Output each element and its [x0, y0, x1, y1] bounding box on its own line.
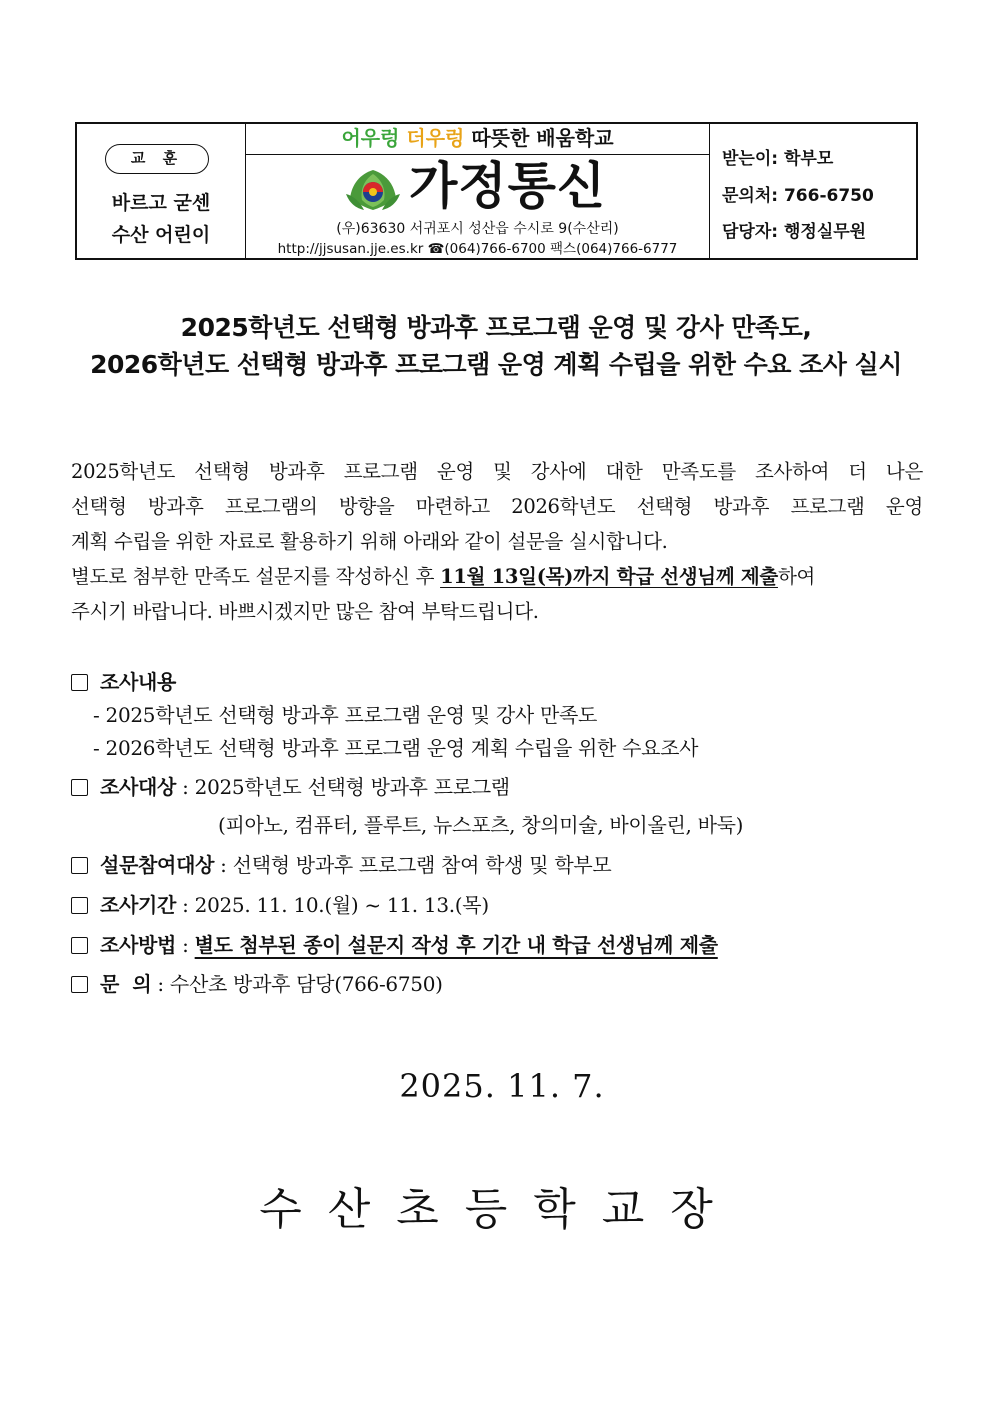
- inquiry-item: [71, 968, 443, 997]
- motto-line-2: 수산 어린이: [111, 224, 211, 246]
- inquiry-label: 문 의: [100, 972, 152, 996]
- survey-method-separator: :: [176, 933, 195, 957]
- survey-target-value: : 2025학년도 선택형 방과후 프로그램: [176, 775, 510, 799]
- school-address: (우)63630 서귀포시 성산읍 수시로 9(수산리): [336, 221, 619, 237]
- survey-content-label: 조사내용: [100, 670, 177, 694]
- body-line-4-start: 별도로 첨부한 만족도 설문지를 작성하신 후: [71, 565, 441, 588]
- body-line-1: 2025학년도 선택형 방과후 프로그램 운영 및 강사에 대한 만족도를 조사하여 더 나은: [71, 460, 923, 483]
- participants-label: 설문참여대상: [100, 853, 215, 877]
- slogan-part-2: 더우렁: [406, 126, 465, 150]
- principal-signature: 수산초등학교장: [259, 1184, 739, 1235]
- survey-period-item: [71, 889, 489, 918]
- body-line-4-end: 하여: [777, 565, 816, 588]
- participants-value: : 선택형 방과후 프로그램 참여 학생 및 학부모: [214, 853, 612, 877]
- body-line-2: 선택형 방과후 프로그램의 방향을 마련하고 2026학년도 선택형 방과후 프로그램 운영: [71, 495, 923, 518]
- body-line-5: 주시기 바랍니다. 바쁘시겠지만 많은 참여 부탁드립니다.: [71, 600, 539, 623]
- survey-target-item: [71, 771, 510, 800]
- survey-method-item: [71, 929, 718, 958]
- motto-line-1: 바르고 굳센: [111, 192, 211, 214]
- issue-date: 2025. 11. 7.: [399, 1067, 605, 1105]
- document-title-line-2: 2026학년도 선택형 방과후 프로그램 운영 계획 수립을 위한 수요 조사 실시: [90, 350, 902, 379]
- person-in-charge-text: 담당자: 행정실무원: [722, 222, 867, 242]
- checkbox-icon: [71, 857, 88, 874]
- slogan-part-1: 어우렁: [341, 126, 400, 150]
- survey-target-label: 조사대상: [100, 775, 177, 799]
- survey-period-label: 조사기간: [100, 893, 177, 917]
- contact-info-cell: [710, 124, 916, 258]
- survey-target-detail: (피아노, 컴퓨터, 플루트, 뉴스포츠, 창의미술, 바이올린, 바둑): [218, 813, 744, 837]
- school-slogan: [246, 124, 709, 155]
- body-line-3: 계획 수립을 위한 자료로 활용하기 위해 아래와 같이 설문을 실시합니다.: [71, 530, 668, 553]
- survey-content-sub-1: - 2025학년도 선택형 방과후 프로그램 운영 및 강사 만족도: [93, 703, 598, 727]
- school-contact-line: http://jjsusan.jje.es.kr ☎(064)766-6700 팩스(064)766-6777: [277, 241, 678, 257]
- school-emblem-icon: [342, 164, 404, 214]
- checkbox-icon: [71, 674, 88, 691]
- checkbox-icon: [71, 897, 88, 914]
- recipient-text: 받는이: 학부모: [722, 149, 834, 169]
- checkbox-icon: [71, 937, 88, 954]
- inquiry-phone-text: 문의처: 766-6750: [722, 186, 874, 206]
- survey-period-value: : 2025. 11. 10.(월) ~ 11. 13.(목): [176, 893, 489, 917]
- newsletter-title: 가정통신: [409, 157, 607, 215]
- survey-content-item: [71, 666, 176, 695]
- motto-tag: 교 훈: [105, 144, 209, 174]
- document-title-line-1: 2025학년도 선택형 방과후 프로그램 운영 및 강사 만족도,: [180, 313, 812, 342]
- body-line-4: [71, 561, 923, 589]
- survey-method-value: 별도 첨부된 종이 설문지 작성 후 기간 내 학급 선생님께 제출: [194, 933, 718, 957]
- letterhead-table: [75, 122, 918, 260]
- checkbox-icon: [71, 779, 88, 796]
- survey-method-label: 조사방법: [100, 933, 177, 957]
- inquiry-value: : 수산초 방과후 담당(766-6750): [151, 972, 443, 996]
- checkbox-icon: [71, 976, 88, 993]
- newsletter-title-cell: [246, 124, 710, 258]
- submission-deadline: 11월 13일(목)까지 학급 선생님께 제출: [440, 565, 778, 588]
- slogan-part-3: 따뜻한 배움학교: [471, 126, 614, 150]
- participants-item: [71, 849, 611, 878]
- survey-content-sub-2: - 2026학년도 선택형 방과후 프로그램 운영 계획 수립을 위한 수요조사: [93, 736, 699, 760]
- school-motto-cell: [77, 124, 246, 258]
